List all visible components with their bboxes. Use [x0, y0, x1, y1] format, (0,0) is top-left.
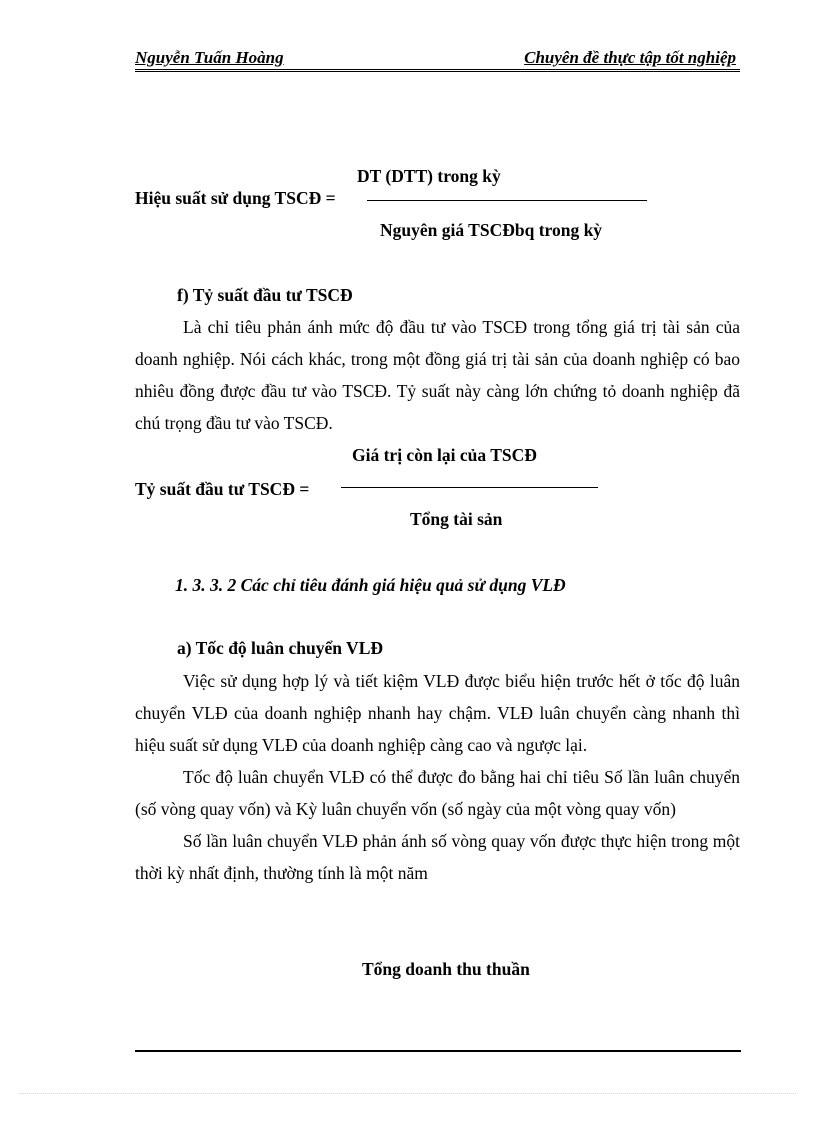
header-rule [135, 69, 740, 72]
formula-denominator: Tổng tài sản [410, 509, 503, 529]
formula-denominator: Nguyên giá TSCĐbq trong kỳ [380, 220, 603, 240]
section-f-body [135, 311, 740, 439]
paragraph: Tốc độ luân chuyển VLĐ có thể được đo bằng hai chỉ tiêu Số lần luân chuyển (số vòng quay vốn) và Kỳ luân chuyển vốn (số ngày của một vòng quay vốn) [135, 767, 740, 819]
page-edge [20, 1093, 796, 1094]
formula-label: Tỷ suất đầu tư TSCĐ = [135, 479, 310, 499]
section-heading-f: f) Tỷ suất đầu tư TSCĐ [177, 285, 353, 305]
formula-numerator: Giá trị còn lại của TSCĐ [352, 445, 537, 465]
footer-rule [135, 1050, 741, 1052]
section-a-body [135, 665, 740, 889]
fraction-line [367, 200, 647, 201]
formula-label: Hiệu suất sử dụng TSCĐ = [135, 188, 336, 208]
fraction-line [341, 487, 598, 488]
paragraph: Số lần luân chuyển VLĐ phản ánh số vòng quay vốn được thực hiện trong một thời kỳ nhất định, thường tính là một năm [135, 831, 740, 883]
formula-numerator: DT (DTT) trong kỳ [357, 166, 501, 186]
header-document-title: Chuyên đề thực tập tốt nghiệp [524, 48, 736, 67]
section-heading-a: a) Tốc độ luân chuyển VLĐ [177, 638, 384, 658]
paragraph: Việc sử dụng hợp lý và tiết kiệm VLĐ được biểu hiện trước hết ở tốc độ luân chuyển VLĐ của doanh nghiệp nhanh hay chậm. VLĐ luân chuyển càng nhanh thì hiệu suất sử dụng VLĐ của doanh nghiệp càng cao và ngược lại. [135, 671, 740, 755]
formula-numerator: Tổng doanh thu thuần [362, 959, 530, 979]
section-heading-1332: 1. 3. 3. 2 Các chỉ tiêu đánh giá hiệu quả sử dụng VLĐ [175, 575, 566, 595]
paragraph: Là chỉ tiêu phản ánh mức độ đầu tư vào TSCĐ trong tổng giá trị tài sản của doanh nghiệp. Nói cách khác, trong một đồng giá trị tài sản của doanh nghiệp có bao nhiêu đồng được đầu tư vào TSCĐ. Tỷ suất này càng lớn chứng tỏ doanh nghiệp đã chú trọng đầu tư vào TSCĐ. [135, 317, 740, 433]
header-author: Nguyễn Tuấn Hoàng [135, 48, 284, 67]
